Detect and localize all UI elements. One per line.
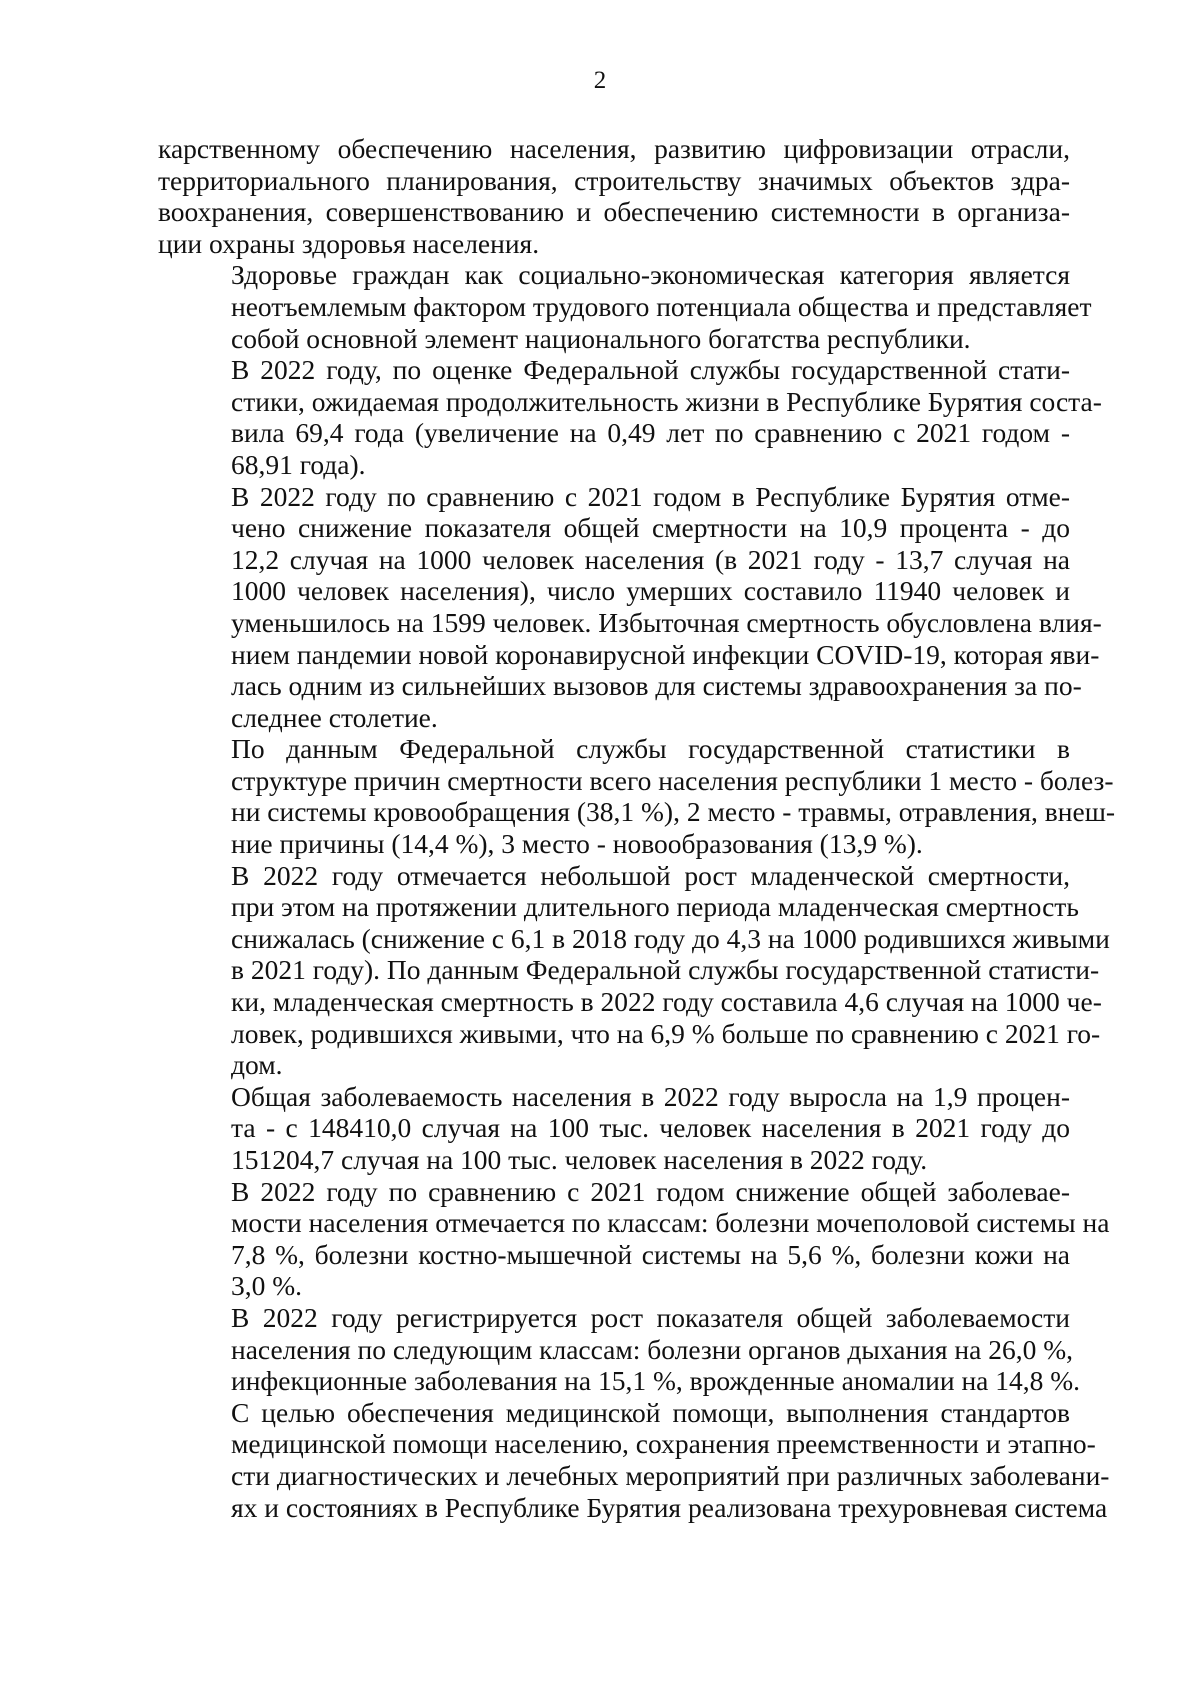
text-line: в 2021 году). По данным Федеральной службы государственной статисти- [231, 954, 1100, 986]
paragraph-p3 [158, 354, 1102, 480]
text-line: та - с 148410,0 случая на 100 тыс. человек населения в 2021 году до [231, 1112, 1070, 1144]
text-line: 1000 человек населения), число умерших составило 11940 человек и [231, 575, 1070, 607]
text-line: 3,0 %. [231, 1270, 303, 1302]
text-line: ях и состояниях в Республике Бурятия реализована трехуровневая система [231, 1491, 1108, 1523]
text-line: карственному обеспечению населения, развитию цифровизации отрасли, [158, 133, 1070, 164]
text-line: воохранения, совершенствованию и обеспечению системности в организа- [158, 196, 1070, 228]
paragraph-p5 [158, 733, 1116, 860]
text-line: нием пандемии новой коронавирусной инфекции COVID-19, которая яви- [231, 638, 1100, 670]
text-line: 7,8 %, болезни костно-мышечной системы на 5,6 %, болезни кожи на [231, 1238, 1070, 1270]
paragraph-p7 [158, 1081, 1070, 1176]
text-line: дом. [231, 1049, 283, 1081]
text-line: В 2022 году регистрируется рост показателя общей заболеваемости [231, 1301, 1070, 1333]
text-line: ние причины (14,4 %), 3 место - новообразования (13,9 %). [231, 828, 923, 860]
text-line: В 2022 году по сравнению с 2021 годом снижение общей заболевае- [231, 1175, 1070, 1207]
text-line: ки, младенческая смертность в 2022 году составила 4,6 случая на 1000 че- [231, 986, 1102, 1018]
text-line: структуре причин смертности всего населения республики 1 место - болез- [231, 764, 1114, 796]
text-line: ни системы кровообращения (38,1 %), 2 место - травмы, отравления, внеш- [231, 796, 1116, 828]
text-line: чено снижение показателя общей смертности на 10,9 процента - до [231, 512, 1070, 544]
paragraph-p4 [158, 480, 1102, 734]
text-line: Общая заболеваемость населения в 2022 году выросла на 1,9 процен- [231, 1080, 1070, 1112]
text-line: 151204,7 случая на 100 тыс. человек населения в 2022 году. [231, 1144, 928, 1175]
text-line: уменьшилось на 1599 человек. Избыточная смертность обусловлена влия- [231, 606, 1102, 638]
paragraph-p6 [158, 859, 1110, 1081]
paragraph-p2 [158, 259, 1092, 354]
text-line: стики, ожидаемая продолжительность жизни в Республике Бурятия соста- [231, 385, 1102, 417]
text-line: В 2022 году отмечается небольшой рост младенческой смертности, [231, 859, 1070, 891]
text-line: неотъемлемым фактором трудового потенциала общества и представляет [231, 290, 1092, 322]
text-line: населения по следующим классам: болезни органов дыхания на 26,0 %, [231, 1333, 1074, 1365]
text-line: лась одним из сильнейших вызовов для системы здравоохранения за по- [231, 670, 1082, 702]
text-line: следнее столетие. [231, 701, 438, 733]
text-line: собой основной элемент национального богатства республики. [231, 322, 971, 354]
text-line: В 2022 году по сравнению с 2021 годом в Республике Бурятия отме- [231, 480, 1070, 512]
page-number: 2 [593, 67, 607, 94]
text-line: В 2022 году, по оценке Федеральной службы государственной стати- [231, 354, 1070, 386]
text-line: 68,91 года). [231, 448, 366, 480]
paragraph-p8 [158, 1175, 1110, 1302]
text-line: медицинской помощи населению, сохранения преемственности и этапно- [231, 1428, 1096, 1460]
text-line: сти диагностических и лечебных мероприятий при различных заболевани- [231, 1459, 1110, 1491]
text-line: при этом на протяжении длительного периода младенческая смертность [231, 891, 1079, 923]
paragraph-p10 [158, 1396, 1110, 1523]
document-body [158, 133, 1116, 1523]
text-line: мости населения отмечается по классам: болезни мочеполовой системы на [231, 1207, 1110, 1239]
text-line: ции охраны здоровья населения. [158, 227, 540, 259]
paragraph-p9 [158, 1301, 1081, 1397]
text-line: С целью обеспечения медицинской помощи, выполнения стандартов [231, 1396, 1070, 1428]
text-line: территориального планирования, строительству значимых объектов здра- [158, 164, 1070, 196]
paragraph-p1 [158, 133, 1070, 259]
text-line: По данным Федеральной службы государственной статистики в [231, 733, 1070, 765]
text-line: ловек, родившихся живыми, что на 6,9 % больше по сравнению с 2021 го- [231, 1017, 1101, 1049]
text-line: Здоровье граждан как социально-экономическая категория является [231, 259, 1070, 291]
text-line: инфекционные заболевания на 15,1 %, врожденные аномалии на 14,8 %. [231, 1365, 1081, 1397]
text-line: вила 69,4 года (увеличение на 0,49 лет по сравнению с 2021 годом - [231, 417, 1070, 449]
text-line: снижалась (снижение с 6,1 в 2018 году до 4,3 на 1000 родившихся живыми [231, 922, 1110, 954]
text-line: 12,2 случая на 1000 человек населения (в 2021 году - 13,7 случая на [231, 543, 1070, 575]
